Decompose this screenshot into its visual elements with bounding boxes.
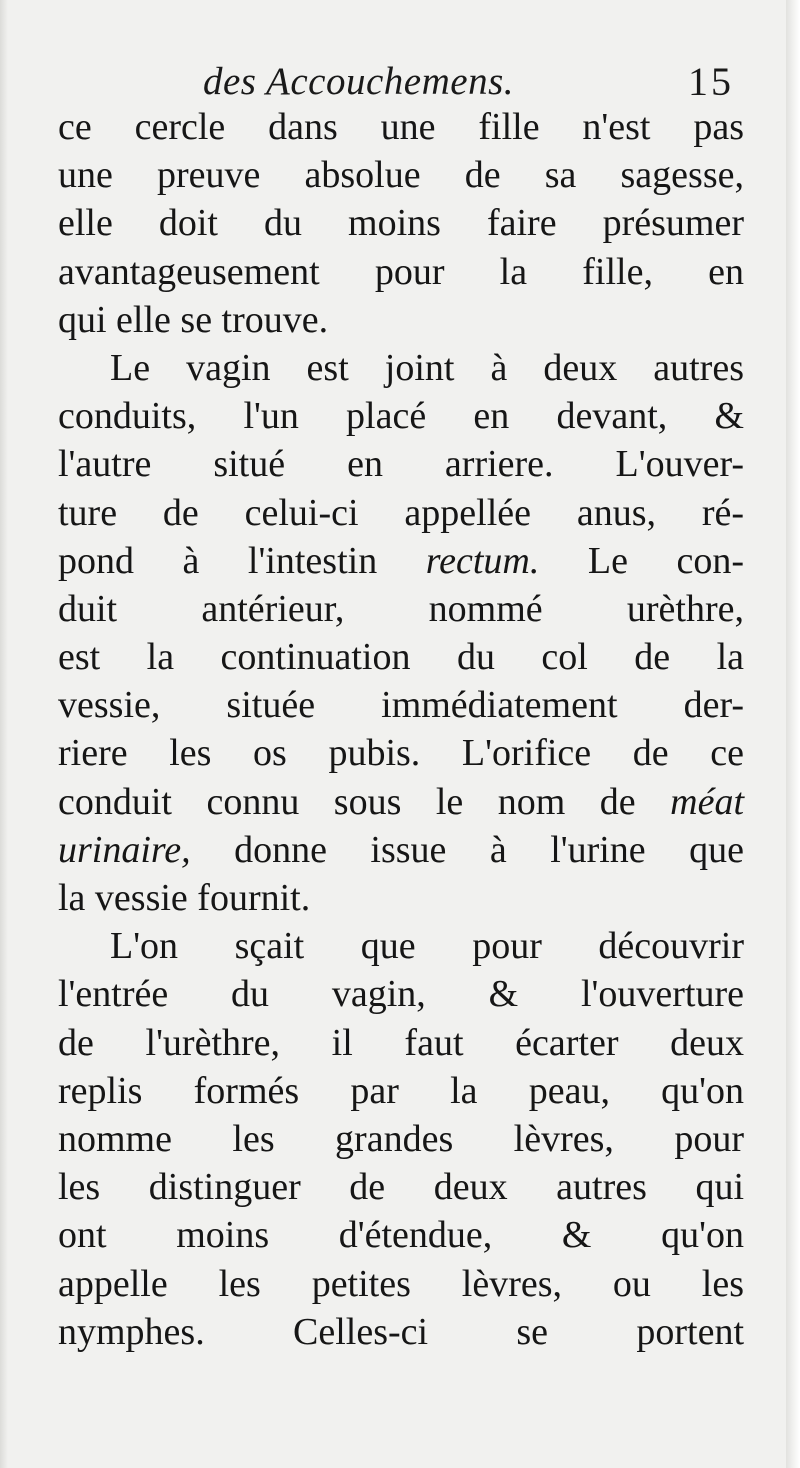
body-text	[58, 103, 744, 1356]
running-title: des Accouchemens.	[203, 60, 514, 103]
text-line: Le vagin est joint à deux autres	[110, 346, 744, 389]
text-line: nymphes. Celles-ci se portent	[58, 1310, 744, 1353]
text-line: duit antérieur, nommé urèthre,	[58, 587, 744, 630]
text-line: conduits, l'un placé en devant, &	[58, 395, 744, 438]
text-line: appelle les petites lèvres, ou les	[58, 1262, 744, 1305]
text-segment: Le con-	[587, 539, 745, 582]
page-number: 15	[688, 59, 734, 104]
text-line: une preuve absolue de sa sagesse,	[58, 154, 744, 197]
text-line: la vessie fournit.	[58, 877, 311, 919]
text-line: avantageusement pour la fille, en	[58, 250, 744, 293]
text-line: ont moins d'étendue, & qu'on	[58, 1214, 744, 1257]
text-line: qui elle se trouve.	[58, 298, 329, 341]
text-line: nomme les grandes lèvres, pour	[58, 1117, 744, 1160]
page-edge-right	[786, 0, 800, 1468]
text-line: replis formés par la peau, qu'on	[58, 1069, 744, 1112]
text-segment: conduit connu sous le nom de	[58, 780, 636, 823]
text-line: ce cercle dans une fille n'est pas	[58, 106, 744, 148]
text-line: L'on sçait que pour découvrir	[110, 925, 744, 968]
text-line: les distinguer de deux autres qui	[58, 1166, 744, 1209]
italic-term: urinaire,	[58, 828, 191, 871]
text-line: elle doit du moins faire présumer	[58, 202, 744, 245]
italic-term: rectum.	[425, 539, 540, 582]
text-segment: donne issue à l'urine que	[234, 828, 744, 871]
text-line: riere les os pubis. L'orifice de ce	[58, 732, 744, 775]
italic-term: méat	[670, 780, 745, 823]
text-line: est la continuation du col de la	[58, 636, 744, 679]
text-line: ture de celui-ci appellée anus, ré-	[58, 491, 744, 534]
text-line	[58, 826, 744, 874]
text-line: vessie, située immédiatement der-	[58, 684, 744, 727]
running-head	[58, 54, 744, 110]
text-line	[58, 537, 744, 585]
page-edge-left	[0, 0, 8, 1468]
text-line	[58, 778, 744, 826]
text-line: de l'urèthre, il faut écarter deux	[58, 1021, 744, 1064]
text-line: l'autre situé en arriere. L'ouver-	[58, 443, 744, 486]
text-line: l'entrée du vagin, & l'ouverture	[58, 973, 744, 1016]
text-segment: pond à l'intestin	[58, 539, 378, 582]
